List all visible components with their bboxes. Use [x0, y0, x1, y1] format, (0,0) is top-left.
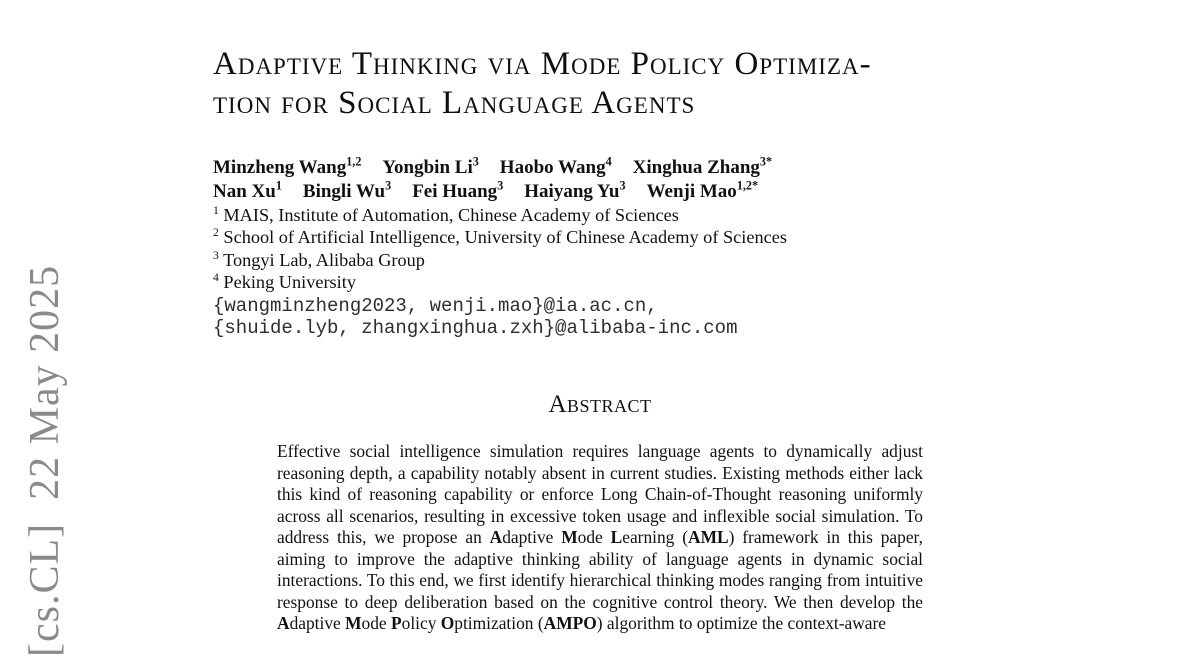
author-affiliation-marker: 3 [497, 178, 504, 193]
affiliation-marker: 3 [213, 248, 219, 262]
abstract-heading: Abstract [548, 391, 652, 419]
author-line-1 [213, 156, 1035, 180]
paper-title-line-2: tion for Social Language Agents [213, 85, 696, 121]
author-name: Xinghua Zhang$^{3*}$ [632, 154, 773, 178]
author-name: Haiyang Yu$^3$ [524, 178, 626, 202]
author-affiliation-marker: 1 [275, 178, 282, 193]
email-block [213, 295, 1035, 340]
email-line: {shuide.lyb, zhangxinghua.zxh}@alibaba-inc.com [213, 316, 738, 339]
author-affiliation-marker: 1,2* [736, 178, 759, 193]
paper-title-line-1: Adaptive Thinking via Mode Policy Optimiza- [213, 46, 872, 82]
author-affiliation-marker: 3 [472, 154, 479, 169]
arxiv-banner: [cs.CL] 22 May 2025 [22, 264, 68, 657]
affiliation-line: $^3$ Tongyi Lab, Alibaba Group [213, 248, 425, 270]
author-name: Bingli Wu$^3$ [302, 178, 392, 202]
paper-title [213, 45, 1035, 123]
email-line: {wangminzheng2023, wenji.mao}@ia.ac.cn, [213, 294, 658, 317]
author-name: Yongbin Li$^3$ [382, 154, 479, 178]
author-name: Fei Huang$^3$ [412, 178, 504, 202]
author-affiliation-marker: 4 [605, 154, 612, 169]
author-name: Haobo Wang$^4$ [499, 154, 612, 178]
affiliation-marker: 2 [213, 226, 219, 240]
affiliation-list [213, 204, 1035, 294]
paper-content [213, 0, 1035, 635]
affiliation-marker: 4 [213, 271, 219, 285]
affiliation-line: $^2$ School of Artificial Intelligence, University of Chinese Academy of Sciences [213, 226, 787, 248]
author-affiliation-marker: 1,2 [346, 154, 362, 169]
author-affiliation-marker: 3 [619, 178, 626, 193]
author-list [213, 156, 1035, 203]
author-name: Nan Xu$^1$ [213, 178, 282, 202]
author-name: Wenji Mao$^{1,2*}$ [646, 178, 759, 202]
abstract-text: Effective social intelligence simulation requires language agents to dynamically adjust reasoning depth, a capability notably absent in current studies. Existing methods either lack this kind of reasoning capability or enforce Long Chain-of-Thought reasoning uniformly across all scenarios, resulting in excessive token usage and inflexible social simulation. To address this, we propose an Adaptive Mode Learning (AML) framework in this paper, aiming to improve the adaptive thinking ability of language agents in dynamic social interactions. To this end, we first identify hierarchical thinking modes ranging from intuitive response to deep deliberation based on the cognitive control theory. We then develop the Adaptive Mode Policy Optimization (AMPO) algorithm to optimize the context-aware [277, 441, 923, 634]
affiliation-line: $^4$ Peking University [213, 271, 356, 293]
affiliation-line: $^1$ MAIS, Institute of Automation, Chinese Academy of Sciences [213, 203, 679, 225]
author-name: Minzheng Wang$^{1,2}$ [213, 154, 362, 178]
author-affiliation-marker: 3* [759, 154, 773, 169]
author-line-2 [213, 180, 1035, 204]
affiliation-marker: 1 [213, 203, 219, 217]
author-affiliation-marker: 3 [385, 178, 392, 193]
